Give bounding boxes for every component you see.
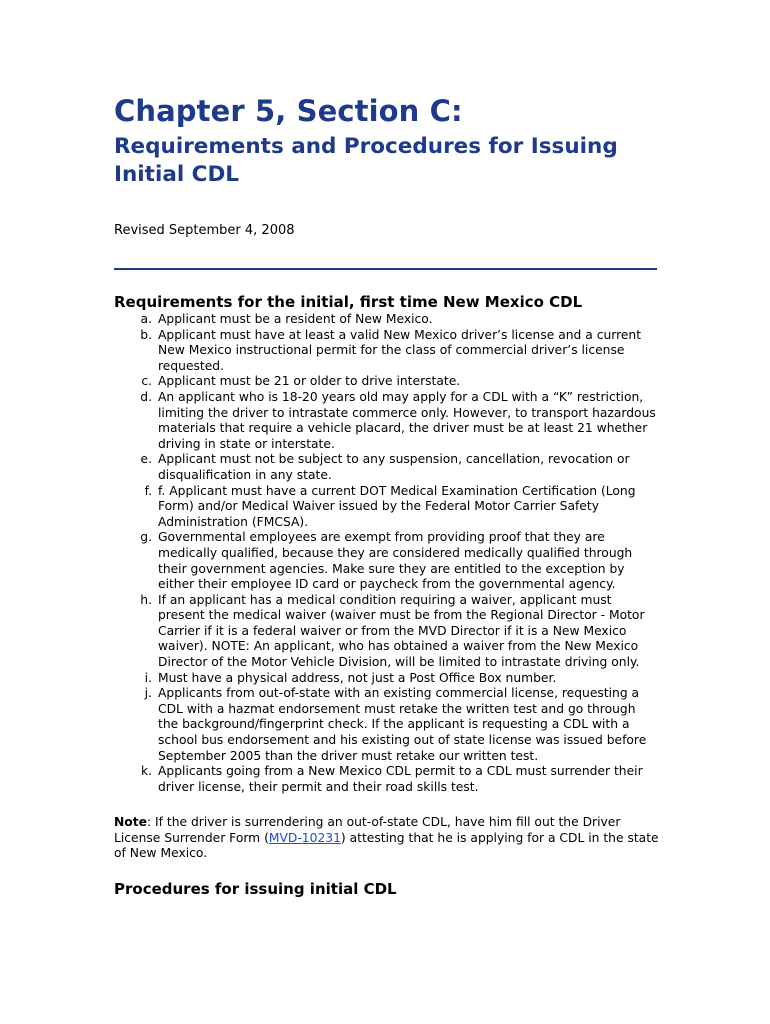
note-paragraph bbox=[114, 815, 659, 862]
list-item-text: Applicant must be a resident of New Mexico. bbox=[158, 312, 433, 326]
list-item bbox=[114, 593, 659, 671]
list-item bbox=[114, 452, 659, 483]
form-link[interactable]: MVD-10231 bbox=[268, 830, 341, 845]
list-marker: i. bbox=[144, 670, 152, 685]
list-item bbox=[114, 530, 659, 592]
list-marker: g. bbox=[140, 530, 152, 545]
list-marker: h. bbox=[140, 592, 152, 607]
list-item-text: Applicant must not be subject to any suspension, cancellation, revocation or disqualification in any state. bbox=[158, 452, 630, 482]
note-text-after: ) attesting that he is applying for a CDL in the state of New Mexico. bbox=[114, 830, 659, 861]
list-marker: a. bbox=[140, 312, 152, 326]
list-item-text: Applicants from out-of-state with an existing commercial license, requesting a CDL with a hazmat endorsement must retake the written test and go through the background/fingerprint check. If the applicant is requesting a CDL with a school bus endorsement and his existing out of state license was issued before September 2005 than the driver must retake our written test. bbox=[158, 686, 647, 763]
list-marker: f. bbox=[144, 483, 152, 498]
requirements-heading: Requirements for the initial, first time New Mexico CDL bbox=[114, 293, 583, 311]
chapter-title: Chapter 5, Section C: bbox=[114, 94, 463, 128]
list-item-text: Applicants going from a New Mexico CDL permit to a CDL must surrender their driver license, their permit and their road skills test. bbox=[158, 764, 643, 794]
procedures-heading: Procedures for issuing initial CDL bbox=[114, 880, 397, 898]
list-item bbox=[114, 374, 659, 390]
list-marker: j. bbox=[144, 686, 152, 701]
list-item bbox=[114, 671, 659, 687]
list-item-text: Applicant must have at least a valid New Mexico driver’s license and a current New Mexico instructional permit for the class of commercial driver’s license requested. bbox=[158, 327, 642, 373]
list-item-text: If an applicant has a medical condition requiring a waiver, applicant must present the medical waiver (waiver must be from the Regional Director - Motor Carrier if it is a federal waiver or from the MVD Director if it is a New Mexico waiver). NOTE: An applicant, who has obtained a waiver from the New Mexico Director of the Motor Vehicle Division, will be limited to intrastate driving only. bbox=[158, 592, 645, 670]
list-item-text: An applicant who is 18-20 years old may apply for a CDL with a “K” restriction, limiting the driver to intrastate commerce only. However, to transport hazardous materials that require a vehicle placard, the driver must be at least 21 whether driving in state or interstate. bbox=[158, 389, 656, 451]
list-item bbox=[114, 764, 659, 795]
list-marker: e. bbox=[140, 452, 152, 467]
section-title: Requirements and Procedures for Issuing Initial CDL bbox=[114, 134, 618, 187]
requirements-list bbox=[114, 312, 659, 795]
list-item-text: Governmental employees are exempt from providing proof that they are medically qualified, because they are considered medically qualified through their government agencies. Make sure they are entitled to the exception by either their employee ID card or paycheck from the governmental agency. bbox=[158, 530, 633, 592]
note-label: Note bbox=[114, 815, 147, 829]
list-marker: b. bbox=[140, 327, 152, 342]
list-marker: c. bbox=[141, 374, 152, 389]
list-item-text: Must have a physical address, not just a Post Office Box number. bbox=[158, 670, 557, 685]
list-marker: d. bbox=[140, 389, 152, 404]
list-item bbox=[114, 484, 659, 531]
list-item-text: f. Applicant must have a current DOT Medical Examination Certification (Long Form) and/or Medical Waiver issued by the Federal Motor Carrier Safety Administration (FMCSA). bbox=[158, 483, 636, 529]
list-item bbox=[114, 390, 659, 452]
list-item-text: Applicant must be 21 or older to drive interstate. bbox=[158, 374, 461, 389]
list-item bbox=[114, 686, 659, 764]
list-item bbox=[114, 312, 659, 328]
revised-date: Revised September 4, 2008 bbox=[114, 223, 295, 238]
list-marker: k. bbox=[140, 764, 152, 779]
section-divider bbox=[114, 268, 657, 270]
note-text-before: : If the driver is surrendering an out-of-state CDL, have him fill out the Driver License Surrender Form ( bbox=[114, 815, 621, 845]
list-item bbox=[114, 328, 659, 375]
